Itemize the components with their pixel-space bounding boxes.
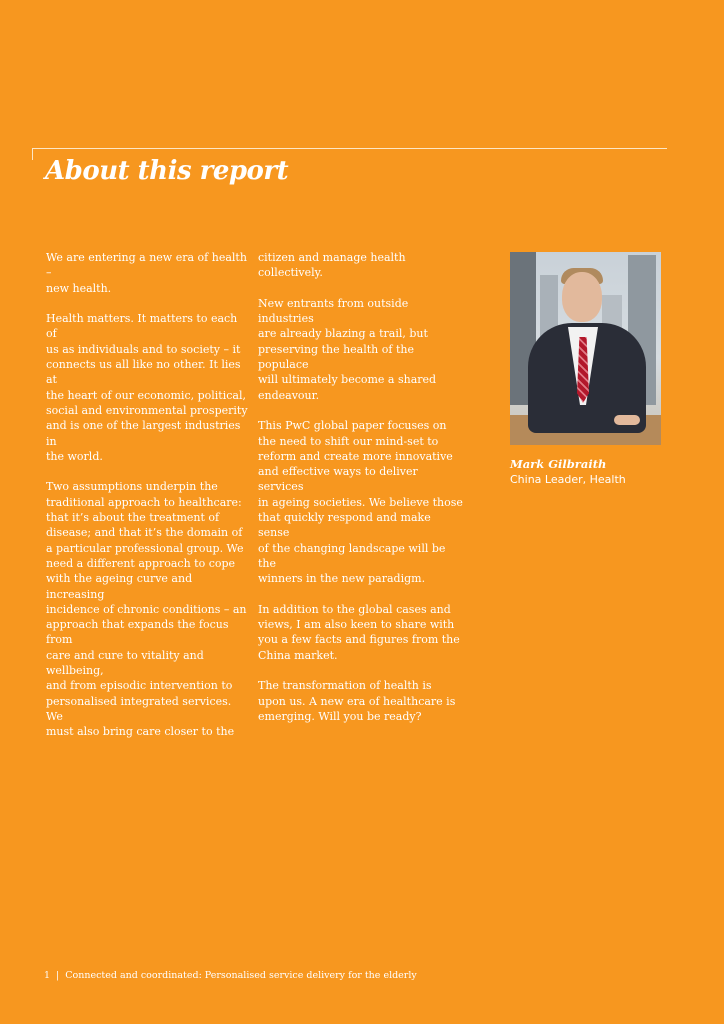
portrait-photo <box>510 252 661 445</box>
paragraph: Health matters. It matters to each of us as individuals and to society – it connects us all like no other. It lies at the heart of our economic, political, social and environmental prosperity and is one of the largest industries in the world. <box>46 312 248 463</box>
body-column-2 <box>258 250 463 740</box>
body-column-1 <box>46 250 251 755</box>
paragraph: This PwC global paper focuses on the need to shift our mind-set to reform and create more innovative and effective ways to deliver services in ageing societies. We believe those that quickly respond and make sense of the changing landscape will be the winners in the new paradigm. <box>258 419 463 586</box>
paragraph: Two assumptions underpin the traditional approach to healthcare: that it’s about the treatment of disease; and that it’s the domain of a particular professional group. We need a different approach to cope with the ageing curve and increasing incidence of chronic conditions – an approach that expands the focus from care and cure to vitality and wellbeing, and from episodic intervention to personalised integrated services. We must also bring care closer to the <box>46 480 247 739</box>
caption-name: Mark Gilbraith <box>510 457 607 471</box>
paragraph: The transformation of health is upon us. A new era of healthcare is emerging. Will you be ready? <box>258 679 456 723</box>
page-number: 1 <box>44 970 51 981</box>
page-footer <box>44 970 417 981</box>
title-rule <box>32 148 667 149</box>
paragraph: New entrants from outside industries are already blazing a trail, but preserving the health of the populace will ultimately become a shared endeavour. <box>258 296 437 402</box>
footer-separator: | <box>56 970 60 981</box>
head-shape <box>562 272 602 322</box>
hand-shape <box>614 415 640 425</box>
footer-text: Connected and coordinated: Personalised service delivery for the elderly <box>65 970 417 981</box>
paragraph: citizen and manage health collectively. <box>258 251 406 280</box>
caption-role: China Leader, Health <box>510 473 626 486</box>
page-title: About this report <box>45 156 289 186</box>
paragraph: We are entering a new era of health – new health. <box>46 251 247 295</box>
paragraph: In addition to the global cases and views, I am also keen to share with you a few facts and figures from the China market. <box>258 602 460 662</box>
title-rule-tick <box>32 148 33 160</box>
